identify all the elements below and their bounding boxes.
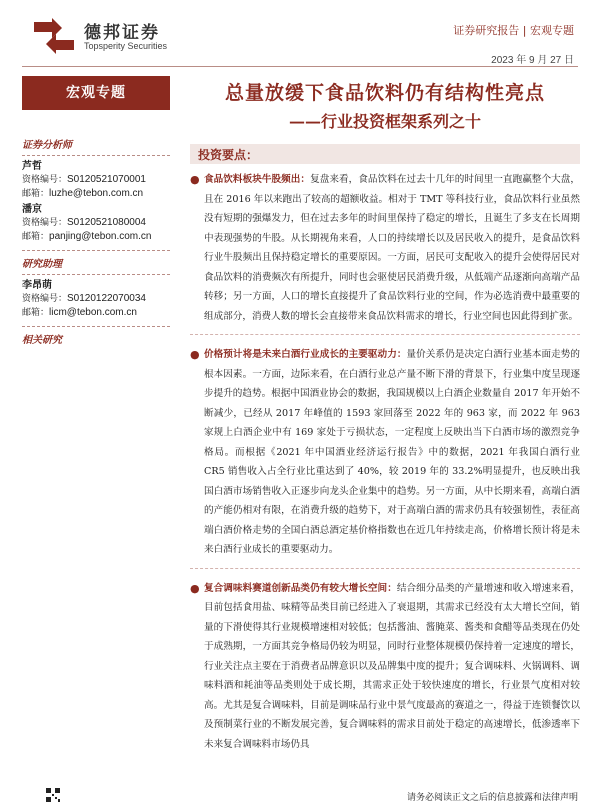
logo-icon [32,16,76,56]
email-label: 邮箱： [22,308,50,318]
key-point [190,579,580,755]
key-points-bar [190,144,580,164]
cert-label: 资格编号： [22,218,68,228]
related-research-heading: 相关研究 [22,335,62,346]
report-type: 证券研究报告 | 宏观专题 [453,24,574,37]
report-subtitle: ——行业投资框架系列之十 [288,112,481,131]
key-point [190,170,580,326]
key-point [190,345,580,560]
sidebar [22,70,170,800]
analyst-card [22,203,170,244]
assistant-name: 李昂萌 [22,280,52,291]
key-point-body: 量价关系仍是决定白酒行业基本面走势的根本因素。一方面，边际来看，在白酒行业总产量不断下滑的背景下，行业集中度呈现逐步提升的趋势。根据中国酒业协会的数据，我国规模以上白酒企业数量自 2017 年开始不断减少，已经从 2017 年峰值的 1593 家回落至 2022 年的 963 家，而 2022 年 963 家规上白酒企业中有 169 家处于亏损状态，一定程度上反映出当下白酒市场的激烈竞争格局。而根据《2021 年中国酒业经济运行报告》中的数据，2021 年我国白酒行业 CR5 销售收入占全行业比重达到了 40%，较 2019 年的 33.2%明显提升，也反映出我国白酒市场销售收入正逐步向龙头企业集中的趋势。另一方面，从中长期来看，高端白酒的产能仍相对有限，在消费升级的趋势下，对于高端白酒的需求仍具有较强韧性，表征高端白酒价格走势的全国白酒总酒定基价格指数也在近几年持续走高，价格增长预计将是未来白酒行业成长的重要驱动力。 [204,349,581,555]
disclaimer-note: 请务必阅读正文之后的信息披露和法律声明 [406,793,578,803]
report-date: 2023 年 9 月 27 日 [491,55,574,66]
analyst-cert: S0120521080004 [67,217,146,228]
key-point-lead: 价格预计将是未来白酒行业成长的主要驱动力： [204,349,407,360]
key-point-lead: 食品饮料板块牛股频出： [204,174,311,185]
assistant-card [22,279,170,320]
key-point-body: 复盘来看，食品饮料在过去十几年的时间里一直跑赢整个大盘，且在 2016 年以来跑出了较高的超额收益。相对于 TMT 等科技行业，食品饮料行业虽然没有短期的强爆发力，但在过去多年的时间里保持了稳定的增长，且诞生了多支在长周期中表现强势的牛股。从长期视角来看，人口的持续增长以及居民收入的提升，是食品饮料行业牛股频出且保持稳定增长的重要原因。一方面，居民可支配收入的提升会使得居民对食品饮料的消费频次有所提升，同时也会驱使居民消费升级，从低端产品逐渐向高端产品转移；另一方面，人口的增长直接提升了食品饮料行业的空间，作为必选消费中最重要的组成部分，消费人数的增长会直接带来食品饮料需求的增长，行业空间也因此得到扩张。 [204,174,581,322]
company-name-en: Topsperity Securities [84,41,168,51]
section-divider [22,274,170,275]
analyst-card [22,160,170,201]
bullet-icon: ● [190,173,200,186]
section-divider [22,326,170,327]
key-points-heading: 投资要点： [198,148,259,162]
section-divider [22,250,170,251]
bullet-icon: ● [190,348,200,361]
analyst-name: 潘京 [22,204,42,215]
point-divider [190,334,580,335]
section-divider [22,155,170,156]
email-label: 邮箱： [22,189,50,199]
email-label: 邮箱： [22,232,50,242]
bullet-icon: ● [190,581,200,595]
analyst-cert: S0120521070001 [67,174,146,185]
header-divider [22,66,578,67]
analyst-heading: 证券分析师 [22,140,72,151]
cert-label: 资格编号： [22,294,68,304]
key-point-lead: 复合调味料赛道创新品类仍有较大增长空间： [204,582,397,594]
analyst-name: 芦哲 [22,161,42,172]
analyst-email[interactable]: panjing@tebon.com.cn [49,231,152,242]
assistant-heading: 研究助理 [22,259,62,270]
report-title: 总量放缓下食品饮料仍有结构性亮点 [224,82,545,104]
report-category-tag: 宏观专题 [22,76,170,110]
assistant-email[interactable]: licm@tebon.com.cn [49,307,137,318]
key-point-body: 结合细分品类的产量增速和收入增速来看，目前包括食用盐、味精等品类目前已经进入了衰退期，其需求已经没有太大增长空间，销量的下滑使得其行业规模增速相对较低；包括酱油、酱腌菜、酱类和食醋等品类现在仍处于成熟期，一方面其竞争格局仍较为明显，同时行业整体规模仍保持着一定速度的增长，行业关注点主要在于消费者品牌意识以及品牌集中度的提升；复合调味料、火锅调料、调味料酒和耗油等品类则处于成长期，其需求正处于较快速度的增长，行业景气度相对较高。尤其是复合调味料，目前是调味品行业中景气度最高的赛道之一，得益于连锁餐饮以及预制菜行业的不断发展完善，复合调味料的需求目前处于稳定的高速增长，低渗透率下未来复合调味料市场仍具 [204,582,581,750]
report-header [0,0,600,70]
assistant-cert: S0120122070034 [67,293,146,304]
key-points-list [190,170,580,754]
company-name-cn: 德邦证券 [84,23,160,43]
main-content [190,70,580,754]
cert-label: 资格编号： [22,175,68,185]
point-divider [190,568,580,569]
analyst-email[interactable]: luzhe@tebon.com.cn [49,188,144,199]
